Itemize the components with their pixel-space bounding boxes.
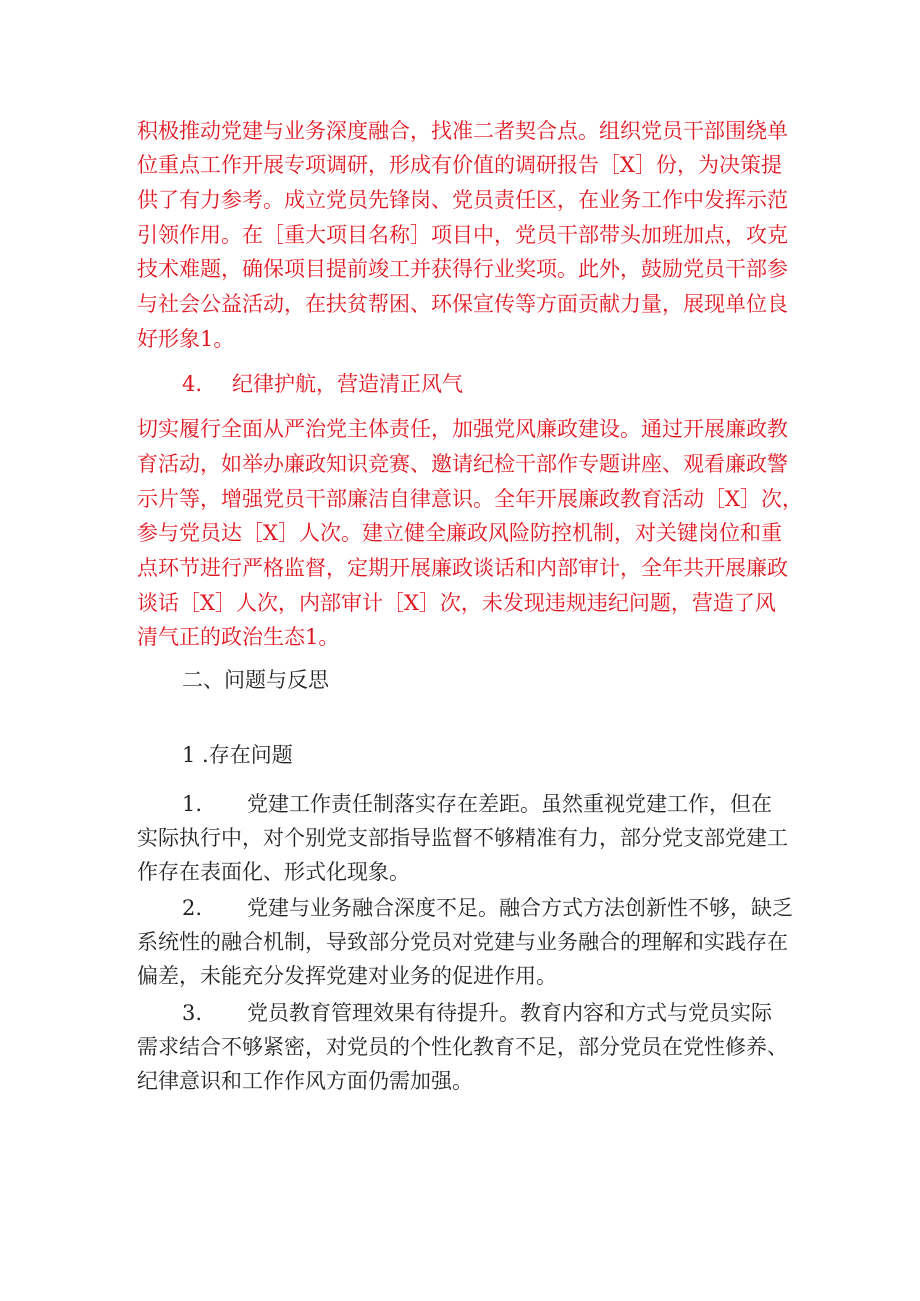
issue-number: 1. xyxy=(182,792,203,816)
text-line: 需求结合不够紧密，对党员的个性化教育不足，部分党员在党性修养、 xyxy=(137,1035,788,1059)
text-line: 谈话［X］人次，内部审计［X］次，未发现违规违纪问题，营造了风 xyxy=(137,591,776,615)
heading-number: 4. xyxy=(182,372,203,396)
issue-text: 党员教育管理效果有待提升。教育内容和方式与党员实际 xyxy=(247,1001,772,1025)
text-line: 点环节进行严格监督，定期开展廉政谈话和内部审计，全年共开展廉政 xyxy=(137,556,788,580)
text-line: 积极推动党建与业务深度融合，找准二者契合点。组织党员干部围绕单 xyxy=(137,119,788,143)
issue-text: 党建工作责任制落实存在差距。虽然重视党建工作，但在 xyxy=(247,792,772,816)
text-line: 切实履行全面从严治党主体责任，加强党风廉政建设。通过开展廉政教 xyxy=(137,417,788,441)
text-line: 偏差，未能充分发挥党建对业务的促进作用。 xyxy=(137,964,557,988)
text-line: 实际执行中，对个别党支部指导监督不够精准有力，部分党支部党建工 xyxy=(137,826,788,850)
text-line: 与社会公益活动，在扶贫帮困、环保宣传等方面贡献力量，展现单位良 xyxy=(137,292,788,316)
text-line: 系统性的融合机制，导致部分党员对党建与业务融合的理解和实践存在 xyxy=(137,930,788,954)
issue-number: 3. xyxy=(182,1001,203,1025)
subsection-title: 1 .存在问题 xyxy=(182,743,293,767)
text-line: 技术难题，确保项目提前竣工并获得行业奖项。此外，鼓励党员干部参 xyxy=(137,257,788,281)
section-title: 二、问题与反思 xyxy=(182,668,329,692)
issue-text: 党建与业务融合深度不足。融合方式方法创新性不够，缺乏 xyxy=(247,896,793,920)
text-line: 参与党员达［X］人次。建立健全廉政风险防控机制，对关键岗位和重 xyxy=(137,521,782,545)
text-line: 示片等，增强党员干部廉洁自律意识。全年开展廉政教育活动［X］次， xyxy=(137,487,803,511)
text-line: 育活动，如举办廉政知识竞赛、邀请纪检干部作专题讲座、观看廉政警 xyxy=(137,452,788,476)
issue-number: 2. xyxy=(182,896,203,920)
text-line: 好形象1。 xyxy=(137,327,235,351)
text-line: 清气正的政治生态1。 xyxy=(137,625,340,649)
heading-text: 纪律护航，营造清正风气 xyxy=(232,372,463,396)
text-line: 位重点工作开展专项调研，形成有价值的调研报告［X］份，为决策提 xyxy=(137,153,782,177)
text-line: 作存在表面化、形式化现象。 xyxy=(137,860,410,884)
text-line: 引领作用。在［重大项目名称］项目中，党员干部带头加班加点，攻克 xyxy=(137,223,788,247)
text-line: 纪律意识和工作作风方面仍需加强。 xyxy=(137,1069,473,1093)
text-line: 供了有力参考。成立党员先锋岗、党员责任区，在业务工作中发挥示范 xyxy=(137,188,788,212)
